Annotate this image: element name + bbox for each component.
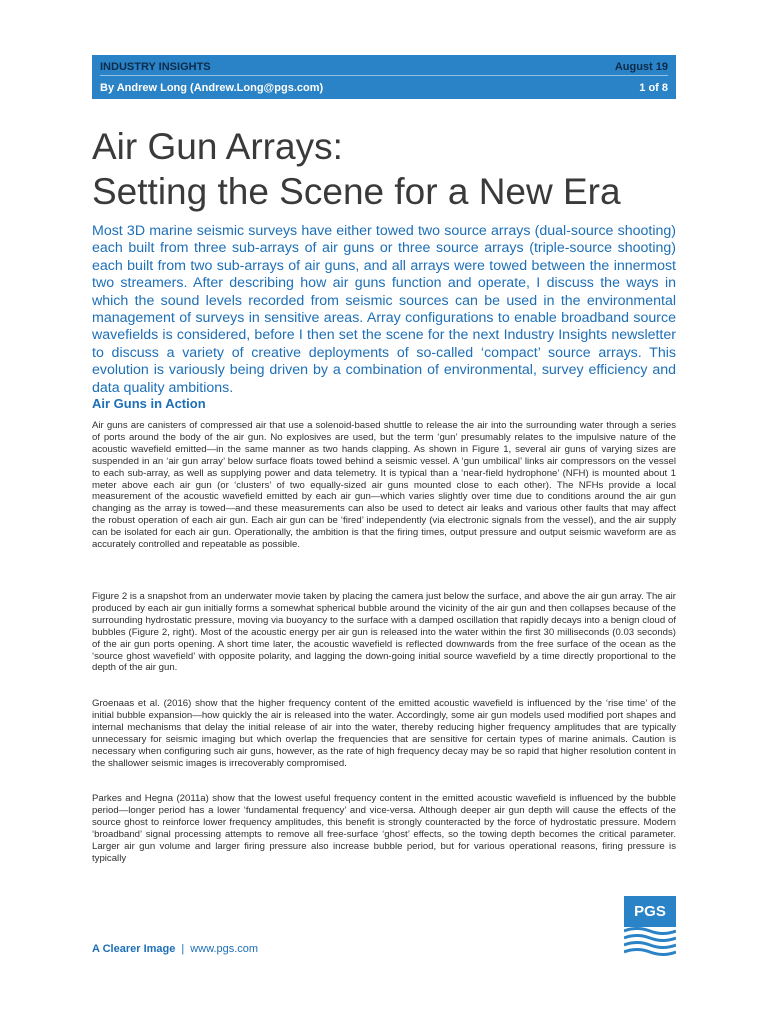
page-number: 1 of 8: [639, 82, 668, 94]
lead-paragraph: Most 3D marine seismic surveys have either towed two source arrays (dual-source shooting) each built from three sub-arrays of air guns or three source arrays (triple-source shooting) each built from two sub-arrays of air guns, and all arrays were towed between the innermost two streamers. After describing how air guns function and operate, I discuss the ways in which the sound levels recorded from seismic sources can be used in the environmental management of surveys in sensitive areas. Array configurations to enable broadband source wavefields is considered, before I then set the scene for the next Industry Insights newsletter to discuss a variety of creative deployments of so-called ‘compact’ source arrays. This evolution is variously being driven by a combination of environmental, survey efficiency and data quality ambitions.: [92, 223, 676, 396]
footer-tagline: A Clearer Image: [92, 943, 176, 955]
footer-separator: |: [181, 943, 185, 955]
website-link[interactable]: www.pgs.com: [190, 943, 259, 955]
body-paragraph: Air guns are canisters of compressed air that use a solenoid-based shuttle to release the air into the surrounding water through a series of ports around the body of the air gun. No explosives are used, but the term ‘gun’ presumably relates to the impulsive nature of the acoustic wavefield emitted—in the same manner as two hands clapping. As shown in Figure 1, several air guns of varying sizes are suspended in an ‘air gun array’ below surface floats towed behind a seismic vessel. A ‘gun umbilical’ links air compressors on the vessel to each sub-array, as well as supplying power and data telemetry. It is typical than a ‘near-field hydrophone’ (NFH) is mounted about 1 meter above each air gun (or ‘clusters’ of two equally-sized air guns mounted close to each other). The NFHs provide a local measurement of the acoustic wavefield emitted by each air gun—which varies slightly over time due to conditions around the air gun changing as the array is towed—and these measurements can also be used to detect air leaks and various other faults that may affect the robust operation of each air gun. Each air gun can be ‘fired’ independently (via electronic signals from the vessel), and the air supply can be isolated for each air gun. Operationally, the ambition is that the firing times, output pressure and output seismic waveform are as accurately controlled and repeatable as possible.: [92, 420, 676, 551]
title-line-2: Setting the Scene for a New Era: [92, 171, 621, 212]
body-paragraph: Groenaas et al. (2016) show that the higher frequency content of the emitted acoustic wavefield is influenced by the ‘rise time’ of the initial bubble expansion—how quickly the air is released into the water. Accordingly, some air gun models used modified port shapes and internal mechanisms that delay the initial release of air into the water, thereby reducing higher frequency amplitudes that are typically unnecessary for seismic imaging but which overlap the frequencies that are sensitive for certain types of marine animals. Caution is necessary when configuring such air guns, however, as the rate of high frequency decay may be so rapid that higher resolution content in the shallower seismic images is irrecoverably compromised.: [92, 698, 676, 769]
body-paragraph: Figure 2 is a snapshot from an underwater movie taken by placing the camera just below the surface, and above the air gun array. The air produced by each air gun initially forms a somewhat spherical bubble around the vicinity of the air gun and then collapses because of the surrounding hydrostatic pressure, moving via buoyancy to the surface with a damped oscillation that rapidly decays into a benign cloud of bubbles (Figure 2, right). Most of the acoustic energy per air gun is released into the water within the first 30 milliseconds (0.03 seconds) of the air gun ports opening. A short time later, the acoustic wavefield is reflected downwards from the free surface of the ocean as the ‘source ghost wavefield’ with opposite polarity, and lagging the down-going initial source wavefield by a time directly proportional to the depth of the air gun.: [92, 591, 676, 674]
section-heading: Air Guns in Action: [92, 396, 206, 411]
body-paragraph: Parkes and Hegna (2011a) show that the lowest useful frequency content in the emitted acoustic wavefield is influenced by the bubble period—longer period has a lower ‘fundamental frequency’ and vice-versa. Although deeper air gun depth will cause the effects of the source ghost to reinforce lower frequency amplitudes, this benefit is strongly counteracted by the force of hydrostatic pressure. Modern ‘broadband’ signal processing attempts to remove all free-surface ‘ghost’ effects, so the towing depth becomes the critical parameter. Larger air gun volume and larger firing pressure also increase bubble period, but for various operational reasons, firing pressure is typically: [92, 793, 676, 864]
document-header: [92, 55, 676, 99]
logo-waves-icon: [624, 926, 676, 956]
author-line: By Andrew Long (Andrew.Long@pgs.com): [100, 82, 324, 94]
pgs-logo: [624, 896, 676, 956]
issue-date: August 19: [614, 61, 668, 73]
footer: [92, 943, 258, 955]
title-line-1: Air Gun Arrays:: [92, 126, 343, 167]
page-title: [92, 124, 692, 214]
header-top-row: [100, 60, 668, 76]
section-label: INDUSTRY INSIGHTS: [100, 61, 211, 73]
logo-text: PGS: [624, 896, 676, 927]
